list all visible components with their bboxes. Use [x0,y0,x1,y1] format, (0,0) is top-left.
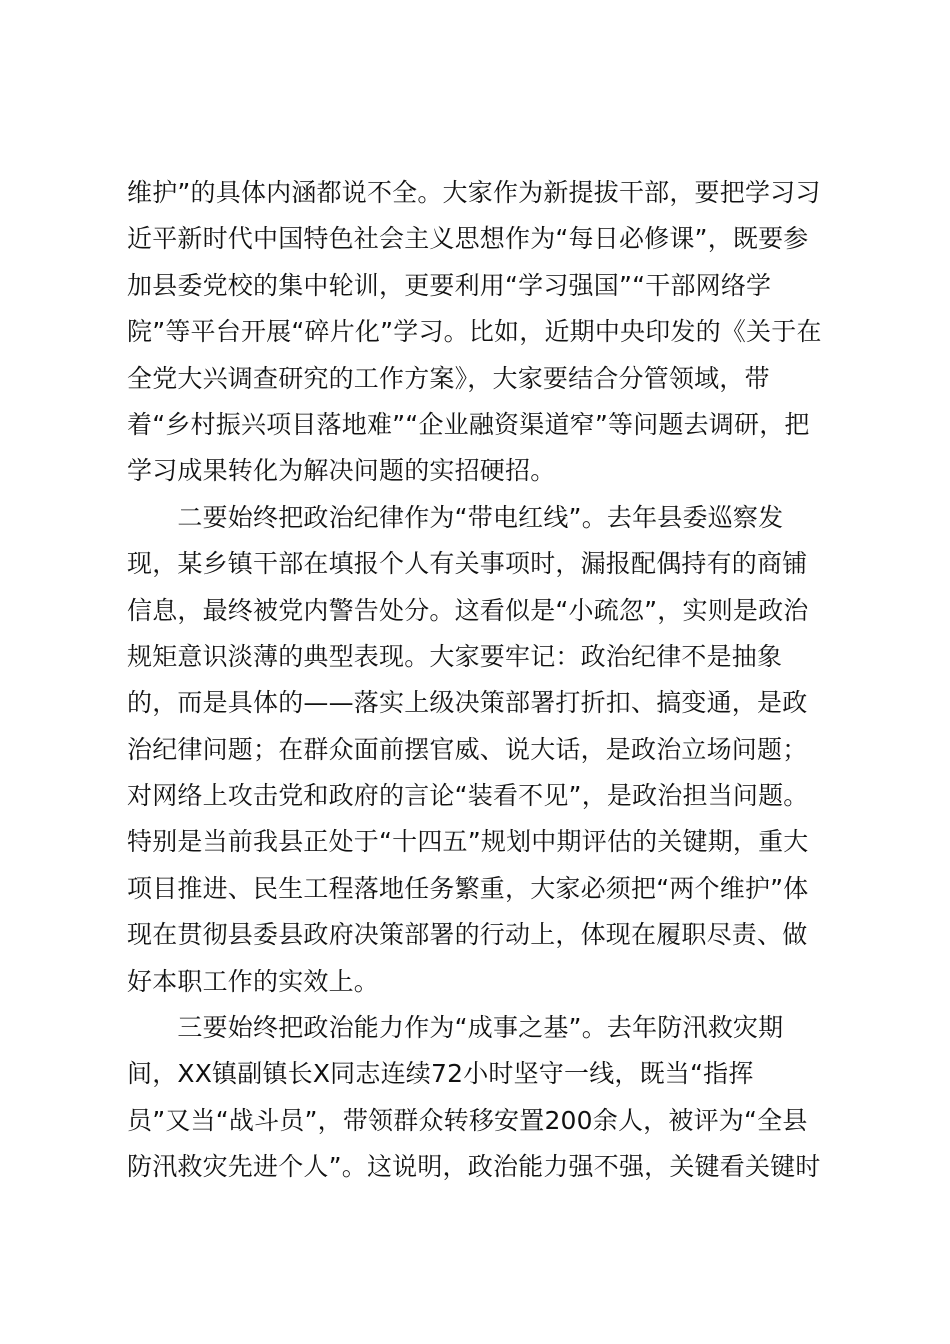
text-line: 着“乡村振兴项目落地难”“企业融资渠道窄”等问题去调研，把 [127,409,810,439]
text-line: 现，某乡镇干部在填报个人有关事项时，漏报配偶持有的商铺 [127,549,808,579]
text-line: 近平新时代中国特色社会主义思想作为“每日必修课”，既要参 [127,224,809,254]
text-line: 三要始终把政治能力作为“成事之基”。去年防汛救灾期 [127,1013,784,1043]
text-line: 好本职工作的实效上。 [127,966,380,996]
text-line: 维护”的具体内涵都说不全。大家作为新提拔干部，要把学习习 [127,178,821,207]
text-line: 规矩意识淡薄的典型表现。大家要牢记：政治纪律不是抽象 [127,641,783,671]
text-line: 防汛救灾先进个人”。这说明，政治能力强不强，关键看关键时 [127,1152,821,1182]
text-line: 治纪律问题；在群众面前摆官威、说大话，是政治立场问题； [127,734,808,764]
text-line: 全党大兴调查研究的工作方案》，大家要结合分管领域，带 [127,363,770,393]
text-line: 现在贯彻县委县政府决策部署的行动上，体现在履职尽责、做 [127,920,808,950]
text-line: 项目推进、民生工程落地任务繁重，大家必须把“两个维护”体 [127,873,809,903]
text-line: 员”又当“战斗员”，带领群众转移安置200余人，被评为“全县 [127,1105,808,1135]
text-line: 对网络上攻击党和政府的言论“装看不见”，是政治担当问题。 [127,781,809,811]
text-line: 学习成果转化为解决问题的实招硬招。 [127,456,556,486]
text-line: 间，XX镇副镇长X同志连续72小时坚守一线，既当“指挥 [127,1059,754,1089]
text-line: 加县委党校的集中轮训，更要利用“学习强国”“干部网络学 [127,270,772,300]
text-line: 特别是当前我县正处于“十四五”规划中期评估的关键期，重大 [127,827,809,857]
text-line: 的，而是具体的——落实上级决策部署打折扣、搞变通，是政 [127,688,808,718]
text-line: 院”等平台开展“碎片化”学习。比如，近期中央印发的《关于在 [127,317,822,347]
text-line: 二要始终把政治纪律作为“带电红线”。去年县委巡察发 [127,502,784,532]
body-text [127,170,833,1191]
text-line: 信息，最终被党内警告处分。这看似是“小疏忽”，实则是政治 [127,595,809,625]
